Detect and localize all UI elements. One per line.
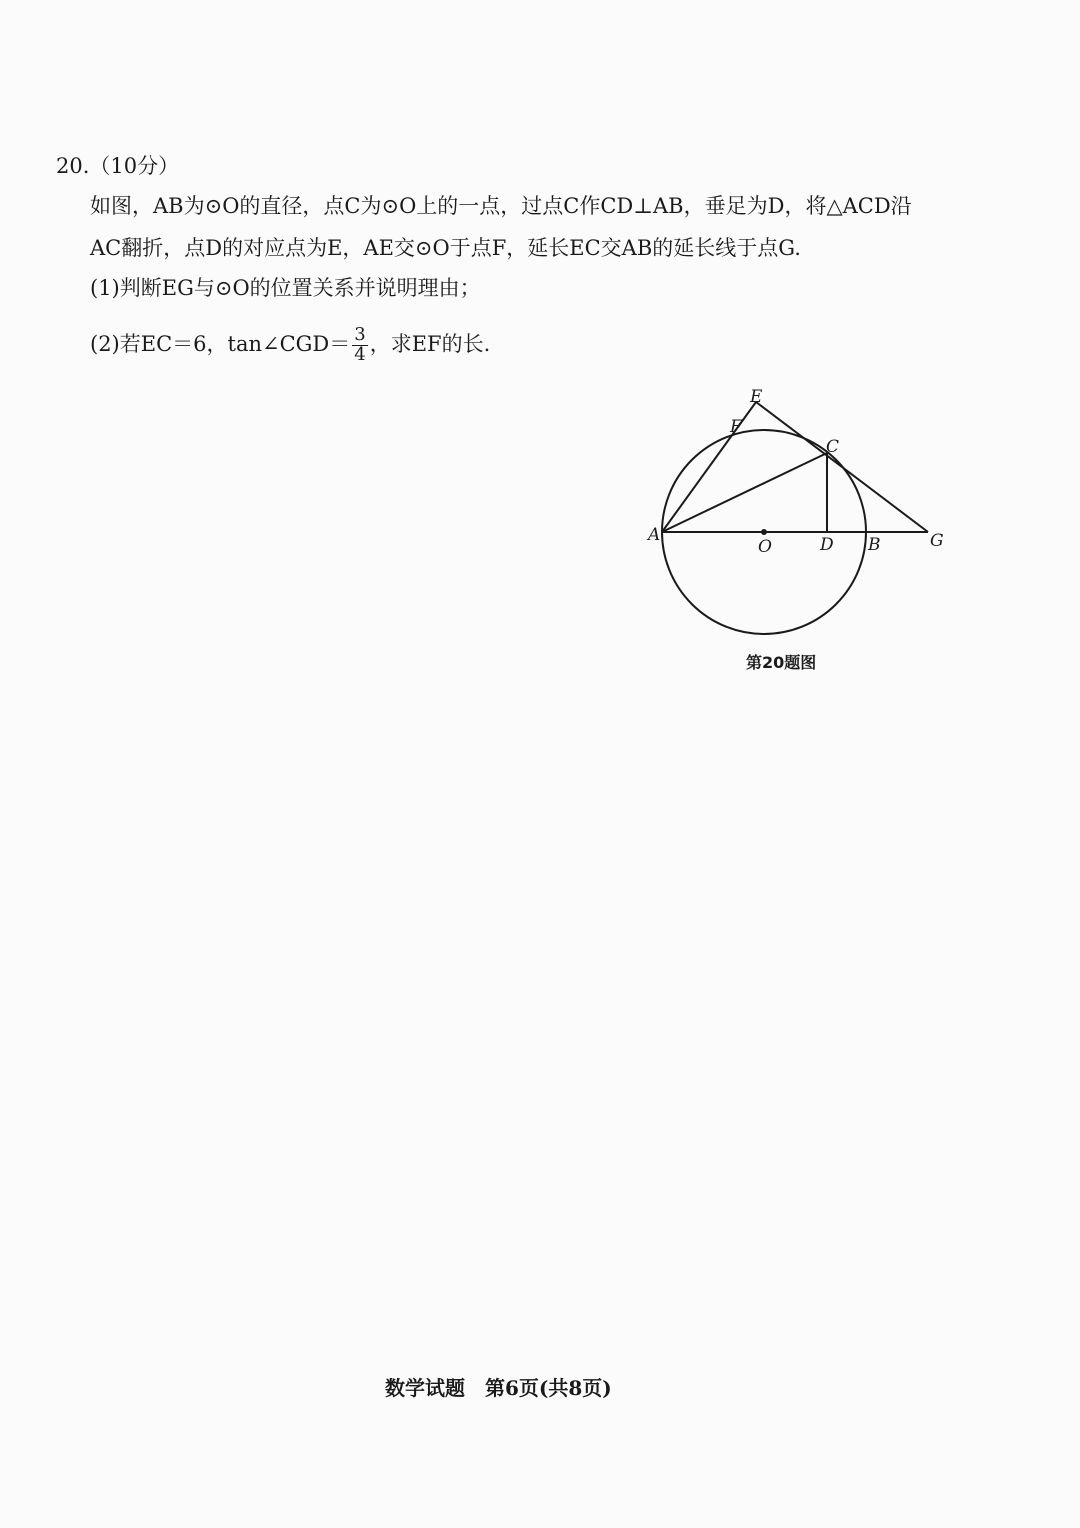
fraction-denominator: 4: [354, 344, 366, 365]
question-1: (1)判断EG与⊙O的位置关系并说明理由；: [90, 276, 481, 300]
line-eg: [756, 402, 928, 532]
fraction: [352, 326, 367, 365]
problem-header: 20.（10分）: [56, 154, 180, 178]
label-d: D: [820, 535, 834, 555]
problem-text-line2: AC翻折，点D的对应点为E，AE交⊙O于点F，延长EC交AB的延长线于点G.: [90, 236, 801, 260]
geometry-figure: [640, 380, 960, 680]
label-e: E: [750, 387, 763, 407]
question-2: [90, 322, 490, 366]
label-g: G: [930, 531, 944, 551]
fraction-numerator: 3: [354, 324, 366, 346]
label-c: C: [826, 437, 840, 457]
page-footer: 数学试题 第6页(共8页): [385, 1376, 612, 1400]
label-f: F: [730, 417, 742, 437]
figure-caption: 第20题图: [746, 653, 817, 672]
center-point: [761, 529, 767, 535]
problem-text-line1: 如图，AB为⊙O的直径，点C为⊙O上的一点，过点C作CD⊥AB，垂足为D，将△ACD沿: [90, 194, 912, 218]
question-2-suffix: ，求EF的长.: [369, 332, 491, 356]
label-b: B: [868, 535, 881, 555]
line-ae: [662, 402, 756, 532]
label-a: A: [648, 525, 661, 545]
label-o: O: [758, 537, 772, 557]
question-2-prefix: (2)若EC＝6，tan∠CGD＝: [90, 332, 351, 356]
